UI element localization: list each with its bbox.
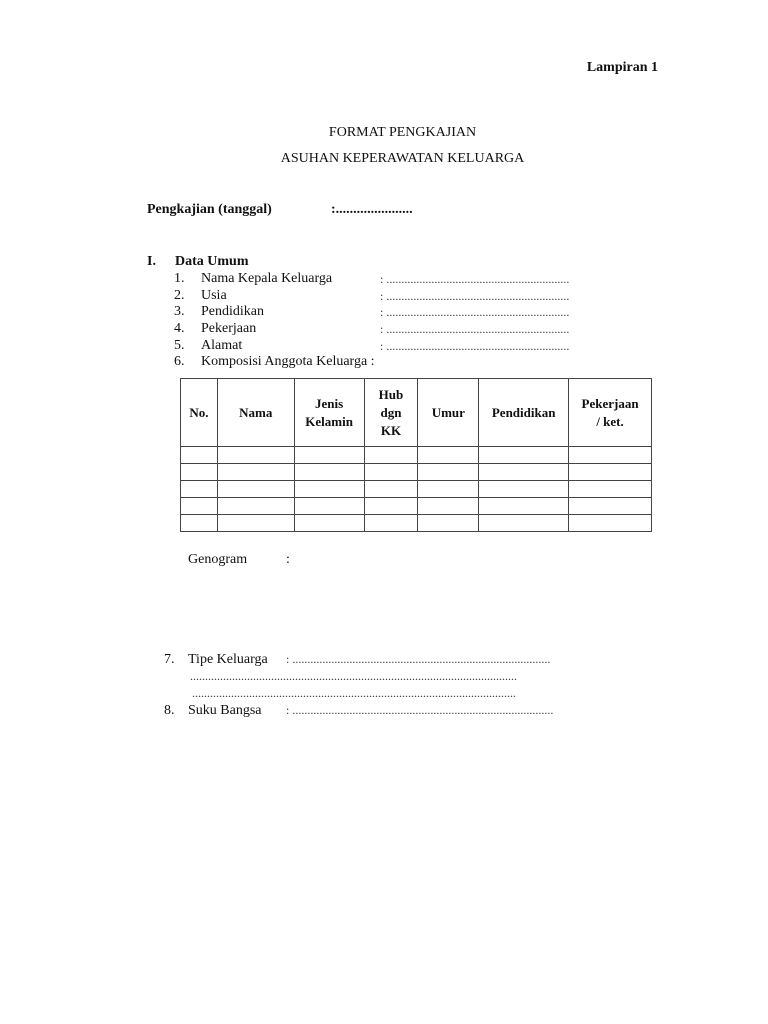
header-line: No. bbox=[189, 404, 209, 420]
table-cell[interactable] bbox=[294, 464, 364, 481]
header-line: Pekerjaan bbox=[581, 395, 639, 411]
table-cell[interactable] bbox=[217, 481, 294, 498]
tipe-keluarga-field-line2[interactable]: ............................................................................................................. bbox=[190, 669, 517, 683]
lampiran-label: Lampiran 1 bbox=[586, 60, 658, 75]
table-cell[interactable] bbox=[364, 498, 418, 515]
table-cell[interactable] bbox=[217, 498, 294, 515]
table-cell[interactable] bbox=[294, 447, 364, 464]
table-row bbox=[181, 447, 652, 464]
table-cell[interactable] bbox=[569, 481, 652, 498]
header-line: dgn bbox=[380, 404, 402, 420]
table-row bbox=[181, 515, 652, 532]
table-cell[interactable] bbox=[364, 481, 418, 498]
header-line: Jenis bbox=[315, 395, 344, 411]
item-value-field[interactable]: : ............................................................. bbox=[380, 305, 570, 319]
item-number: 6. bbox=[174, 354, 185, 369]
col-header-nama bbox=[217, 379, 294, 447]
header-line: Kelamin bbox=[305, 413, 353, 429]
table-cell[interactable] bbox=[181, 447, 218, 464]
table-cell[interactable] bbox=[418, 498, 479, 515]
item-number: 5. bbox=[174, 338, 185, 353]
pengkajian-date-label: Pengkajian (tanggal) bbox=[147, 202, 272, 217]
item-nama-kepala-keluarga bbox=[174, 271, 332, 287]
table-cell[interactable] bbox=[181, 515, 218, 532]
col-header-pekerjaan-ket bbox=[569, 379, 652, 447]
header-line: Nama bbox=[239, 404, 273, 420]
suku-bangsa-field[interactable]: : ....................................................................................... bbox=[286, 703, 554, 717]
table-cell[interactable] bbox=[418, 447, 479, 464]
table-cell[interactable] bbox=[479, 464, 569, 481]
item-number: 8. bbox=[164, 703, 175, 718]
pengkajian-date-field[interactable]: :...................... bbox=[331, 202, 413, 217]
table-cell[interactable] bbox=[294, 515, 364, 532]
table-cell[interactable] bbox=[569, 515, 652, 532]
tipe-keluarga-label: Tipe Keluarga bbox=[188, 652, 268, 667]
header-line: Umur bbox=[431, 404, 465, 420]
table-cell[interactable] bbox=[479, 515, 569, 532]
col-header-umur bbox=[418, 379, 479, 447]
section-title: Data Umum bbox=[175, 254, 249, 269]
table-cell[interactable] bbox=[479, 447, 569, 464]
header-line: Pendidikan bbox=[491, 404, 556, 420]
genogram-label: Genogram bbox=[188, 552, 248, 567]
suku-bangsa-label: Suku Bangsa bbox=[188, 703, 262, 718]
item-value-field[interactable]: : ............................................................. bbox=[380, 289, 570, 303]
item-pendidikan bbox=[174, 304, 264, 320]
table-row bbox=[181, 498, 652, 515]
item-usia bbox=[174, 288, 227, 304]
item-label: Komposisi Anggota Keluarga : bbox=[201, 354, 375, 369]
table-cell[interactable] bbox=[181, 498, 218, 515]
komposisi-table bbox=[180, 378, 652, 532]
item-label: Usia bbox=[201, 288, 227, 303]
col-header-pendidikan bbox=[479, 379, 569, 447]
item-label: Pekerjaan bbox=[201, 321, 257, 336]
table-cell[interactable] bbox=[569, 447, 652, 464]
table-cell[interactable] bbox=[217, 464, 294, 481]
table-cell[interactable] bbox=[364, 464, 418, 481]
item-value-field[interactable]: : ............................................................. bbox=[380, 322, 570, 336]
item-number: 1. bbox=[174, 271, 185, 286]
table-cell[interactable] bbox=[181, 481, 218, 498]
table-header-row bbox=[181, 379, 652, 447]
item-alamat bbox=[174, 338, 242, 354]
item-komposisi-anggota-keluarga bbox=[174, 354, 375, 370]
table-cell[interactable] bbox=[479, 481, 569, 498]
table-cell[interactable] bbox=[569, 498, 652, 515]
genogram-colon: : bbox=[286, 552, 290, 567]
item-label: Nama Kepala Keluarga bbox=[201, 271, 333, 286]
table-cell[interactable] bbox=[364, 447, 418, 464]
tipe-keluarga-field-line3[interactable]: ............................................................................................................ bbox=[192, 686, 516, 700]
table-cell[interactable] bbox=[217, 515, 294, 532]
item-value-field[interactable]: : ............................................................. bbox=[380, 272, 570, 286]
item-label: Alamat bbox=[201, 338, 243, 353]
table-row bbox=[181, 481, 652, 498]
header-line: / ket. bbox=[596, 413, 624, 429]
item-number: 3. bbox=[174, 304, 185, 319]
item-value-field[interactable]: : ............................................................. bbox=[380, 339, 570, 353]
table-cell[interactable] bbox=[294, 481, 364, 498]
table-row bbox=[181, 464, 652, 481]
col-header-hub-dgn-kk bbox=[364, 379, 418, 447]
item-number: 4. bbox=[174, 321, 185, 336]
tipe-keluarga-field[interactable]: : ...................................................................................... bbox=[286, 652, 551, 666]
document-title: FORMAT PENGKAJIAN bbox=[328, 125, 477, 140]
item-number: 2. bbox=[174, 288, 185, 303]
table-cell[interactable] bbox=[364, 515, 418, 532]
col-header-jenis-kelamin bbox=[294, 379, 364, 447]
table-cell[interactable] bbox=[217, 447, 294, 464]
item-pekerjaan bbox=[174, 321, 256, 337]
item-label: Pendidikan bbox=[201, 304, 264, 319]
table-cell[interactable] bbox=[418, 464, 479, 481]
col-header-no bbox=[181, 379, 218, 447]
table-cell[interactable] bbox=[479, 498, 569, 515]
header-line: KK bbox=[380, 422, 402, 438]
table-cell[interactable] bbox=[418, 515, 479, 532]
table-cell[interactable] bbox=[181, 464, 218, 481]
header-line: Hub bbox=[378, 386, 404, 402]
document-subtitle: ASUHAN KEPERAWATAN KELUARGA bbox=[280, 151, 525, 166]
item-number: 7. bbox=[164, 652, 175, 667]
section-number: I. bbox=[147, 254, 156, 269]
table-cell[interactable] bbox=[294, 498, 364, 515]
table-cell[interactable] bbox=[569, 464, 652, 481]
table-cell[interactable] bbox=[418, 481, 479, 498]
